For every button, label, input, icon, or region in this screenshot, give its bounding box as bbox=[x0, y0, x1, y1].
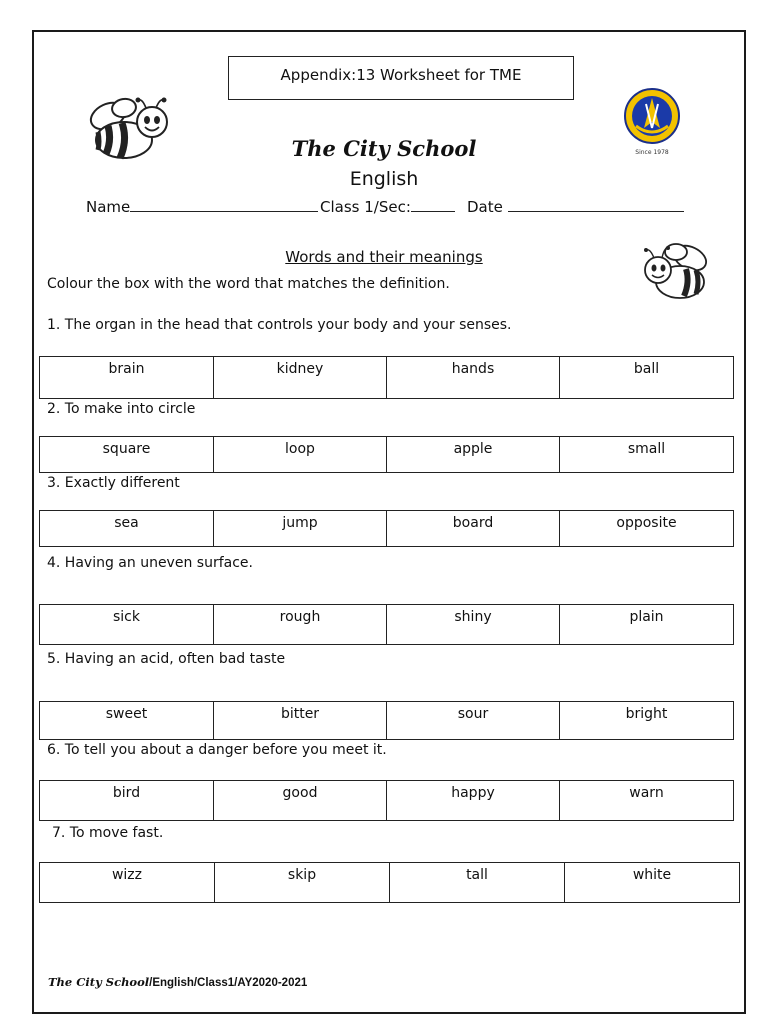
footer-brand: The City School bbox=[48, 975, 150, 989]
option-box[interactable]: hands bbox=[387, 357, 560, 399]
name-field[interactable] bbox=[86, 197, 318, 216]
option-box[interactable]: bird bbox=[40, 781, 214, 821]
subject-title: English bbox=[349, 168, 419, 190]
option-box[interactable]: bitter bbox=[214, 702, 387, 740]
question-text: 7. To move fast. bbox=[52, 825, 164, 841]
option-box[interactable]: board bbox=[387, 511, 560, 547]
date-field[interactable] bbox=[467, 197, 684, 216]
question-text: 1. The organ in the head that controls your body and your senses. bbox=[47, 317, 512, 333]
appendix-box bbox=[228, 56, 574, 100]
option-box[interactable]: tall bbox=[390, 863, 565, 903]
option-box[interactable]: plain bbox=[560, 605, 734, 645]
question-text: 3. Exactly different bbox=[47, 475, 180, 491]
option-box[interactable]: rough bbox=[214, 605, 387, 645]
options-row bbox=[39, 780, 734, 821]
option-box[interactable]: happy bbox=[387, 781, 560, 821]
name-label: Name bbox=[86, 198, 131, 216]
question-text: 2. To make into circle bbox=[47, 401, 196, 417]
question-text: 6. To tell you about a danger before you meet it. bbox=[47, 742, 387, 758]
class-label: Class 1/Sec: bbox=[320, 198, 411, 216]
option-box[interactable]: bright bbox=[560, 702, 734, 740]
section-title: Words and their meanings bbox=[285, 248, 483, 266]
option-box[interactable]: ball bbox=[560, 357, 734, 399]
option-box[interactable]: wizz bbox=[40, 863, 215, 903]
option-box[interactable]: brain bbox=[40, 357, 214, 399]
options-row bbox=[39, 604, 734, 645]
option-box[interactable]: skip bbox=[215, 863, 390, 903]
options-row bbox=[39, 701, 734, 740]
option-box[interactable]: kidney bbox=[214, 357, 387, 399]
option-box[interactable]: sea bbox=[40, 511, 214, 547]
option-box[interactable]: sweet bbox=[40, 702, 214, 740]
option-box[interactable]: opposite bbox=[560, 511, 734, 547]
bee-icon bbox=[636, 240, 716, 308]
option-box[interactable]: loop bbox=[214, 437, 387, 473]
option-box[interactable]: shiny bbox=[387, 605, 560, 645]
option-box[interactable]: small bbox=[560, 437, 734, 473]
options-row bbox=[39, 356, 734, 399]
logo-caption: Since 1978 bbox=[635, 149, 669, 156]
instruction: Colour the box with the word that matches the definition. bbox=[47, 276, 450, 292]
options-row bbox=[39, 862, 740, 903]
option-box[interactable]: good bbox=[214, 781, 387, 821]
appendix-label: Appendix:13 Worksheet for TME bbox=[280, 66, 522, 84]
question-text: 4. Having an uneven surface. bbox=[47, 555, 253, 571]
class-field[interactable] bbox=[320, 197, 455, 216]
option-box[interactable]: sick bbox=[40, 605, 214, 645]
footer bbox=[48, 975, 307, 989]
options-row bbox=[39, 510, 734, 547]
option-box[interactable]: apple bbox=[387, 437, 560, 473]
footer-text: /English/Class1/AY2020-2021 bbox=[149, 977, 308, 989]
option-box[interactable]: white bbox=[565, 863, 740, 903]
class-blank[interactable] bbox=[411, 197, 455, 212]
date-label: Date bbox=[467, 198, 503, 216]
date-blank[interactable] bbox=[508, 197, 684, 212]
options-row bbox=[39, 436, 734, 473]
school-title: The City School bbox=[291, 136, 477, 161]
option-box[interactable]: warn bbox=[560, 781, 734, 821]
name-blank[interactable] bbox=[130, 197, 318, 212]
option-box[interactable]: jump bbox=[214, 511, 387, 547]
option-box[interactable]: sour bbox=[387, 702, 560, 740]
option-box[interactable]: square bbox=[40, 437, 214, 473]
question-text: 5. Having an acid, often bad taste bbox=[47, 651, 286, 667]
